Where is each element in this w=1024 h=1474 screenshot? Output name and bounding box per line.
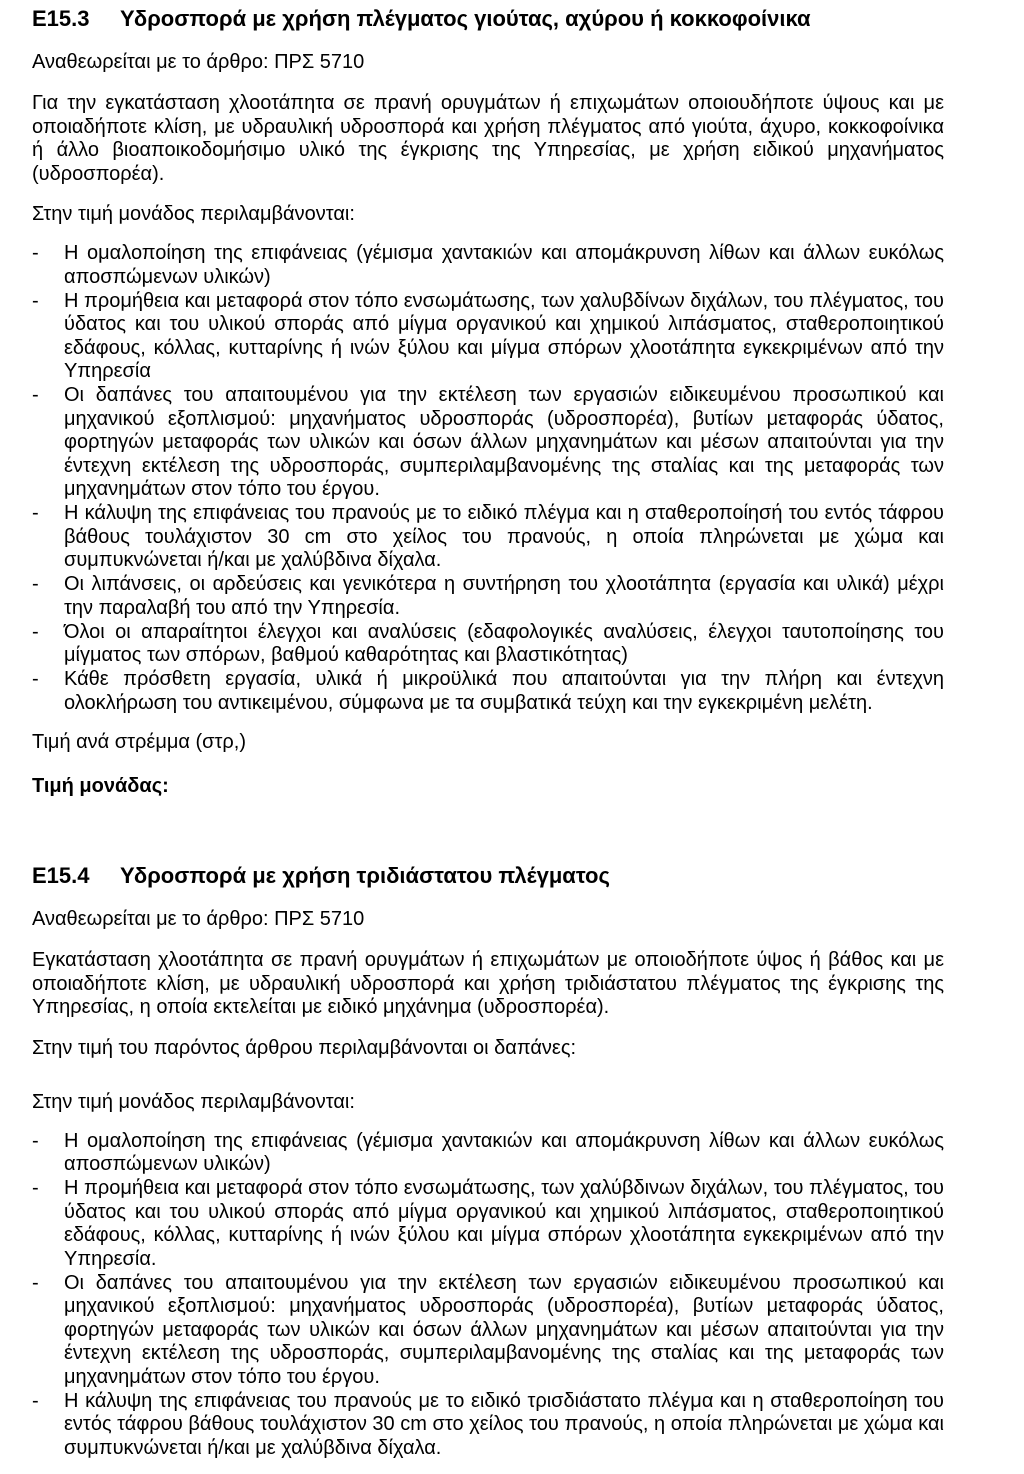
list-item-text: Η κάλυψη της επιφάνειας του πρανούς με το ειδικό πλέγμα και η σταθεροποίησή του εντός τάφρου βάθους τουλάχιστον 30 cm στο χείλος του πρανούς, η οποία πληρώνεται με χώμα και συμπυκνώνεται ή/και με χαλύβδινα δίχαλα. [64,502,944,571]
list-item [32,621,944,668]
included-items-list [32,242,944,715]
section-title: Υδροσπορά με χρήση πλέγματος γιούτας, αχύρου ή κοκκοφοίνικα [120,6,811,31]
list-marker: - [32,502,39,524]
list-item [32,1177,944,1271]
section-heading [32,4,944,34]
list-item-text: Όλοι οι απαραίτητοι έλεγχοι και αναλύσεις (εδαφολογικές αναλύσεις, έλεγχοι ταυτοποίησης του μίγματος των σπόρων, βαθμού καθαρότητας και βλαστικότητας) [64,620,944,666]
section-title: Υδροσπορά με χρήση τριδιάστατου πλέγματος [120,863,610,888]
unit-price-label: Τιμή μονάδας: [32,775,169,797]
includes-intro: Στην τιμή μονάδος περιλαμβάνονται: [32,1090,355,1113]
list-item [32,1390,944,1461]
list-item-text: Η ομαλοποίηση της επιφάνειας (γέμισμα χαντακιών και απομάκρυνση λίθων και άλλων ευκόλως αποσπώμενων υλικών) [64,1129,944,1175]
section-code: Ε15.3 [32,6,90,31]
list-item [32,242,944,289]
section-e15-3 [32,4,944,799]
section-description: Εγκατάσταση χλοοτάπητα σε πρανή ορυγμάτων ή επιχωμάτων με οποιοδήποτε ύψος ή βάθος και με οποιαδήποτε κλίση, με υδραυλική υδροσπορά και χρήση τριδιάστατου πλέγματος της έγκρισης της Υπηρεσίας, η οποία εκτελείται με ειδικό μηχάνημα (υδροσπορέα). [32,949,944,1018]
document-page [32,4,944,1474]
includes-intro: Στην τιμή μονάδος περιλαμβάνονται: [32,203,355,225]
list-item-text: Οι λιπάνσεις, οι αρδεύσεις και γενικότερα η συντήρηση του χλοοτάπητα (εργασία και υλικά) μέχρι την παραλαβή του από την Υπηρεσία. [64,573,944,619]
list-marker: - [32,242,39,264]
list-item-text: Η ομαλοποίηση της επιφάνειας (γέμισμα χαντακιών και απομάκρυνση λίθων και άλλων ευκόλως αποσπώμενων υλικών) [64,242,944,288]
list-marker: - [32,1271,39,1294]
list-marker: - [32,573,39,595]
list-item [32,573,944,620]
revision-reference: Αναθεωρείται με το άρθρο: ΠΡΣ 5710 [32,908,365,930]
costs-intro: Στην τιμή του παρόντος άρθρου περιλαμβάνονται οι δαπάνες: [32,1036,577,1059]
section-heading [32,861,944,891]
list-item-text: Οι δαπάνες του απαιτουμένου για την εκτέλεση των εργασιών ειδικευμένου προσωπικού και μηχανικού εξοπλισμού: μηχανήματος υδροσποράς (υδροσπορέα), βυτίων μεταφοράς ύδατος, φορτηγών μεταφοράς των υλικών και όσων άλλων μηχανημάτων και μέσων απαιτούνται για την έντεχνη εκτέλεση της υδροσποράς, συμπεριλαμβανομένης της σταλίας και της μεταφοράς των μηχανημάτων στον τόπο του έργου. [64,384,944,500]
list-marker: - [32,1389,39,1412]
list-item-text: Κάθε πρόσθετη εργασία, υλικά ή μικροϋλικά που απαιτούνται για την πλήρη και έντεχνη ολοκλήρωση του αντικειμένου, σύμφωνα με τα συμβατικά τεύχη και την εγκεκριμένη μελέτη. [64,668,944,714]
included-items-list [32,1130,944,1461]
list-item [32,668,944,715]
section-e15-4 [32,861,944,1460]
list-item-text: Η προμήθεια και μεταφορά στον τόπο ενσωμάτωσης, των χαλυβδίνων διχάλων, του πλέγματος, του ύδατος και του υλικού σποράς από μίγμα οργανικού και χημικού λιπάσματος, σταθεροποιητικού εδάφους, κόλλας, κυτταρίνης ή ινών ξύλου και μίγμα σπόρων χλοοτάπητα εγκεκριμένων από την Υπηρεσία [64,289,944,382]
list-item [32,1272,944,1390]
section-code: Ε15.4 [32,863,90,888]
list-item-text: Η προμήθεια και μεταφορά στον τόπο ενσωμάτωσης, των χαλύβδινων διχάλων, του πλέγματος, του ύδατος και του υλικού σποράς από μίγμα οργανικού και χημικού λιπάσματος, σταθεροποιητικού εδάφους, κόλλας, κυτταρίνης ή ινών ξύλου και μίγμα σπόρων χλοοτάπητα εγκεκριμένων από την Υπηρεσία. [64,1177,944,1270]
list-marker: - [32,620,39,643]
list-marker: - [32,668,39,690]
revision-reference: Αναθεωρείται με το άρθρο: ΠΡΣ 5710 [32,51,365,73]
list-item [32,290,944,384]
price-per-unit: Τιμή ανά στρέμμα (στρ,) [32,731,247,753]
list-marker: - [32,289,39,312]
list-item [32,1130,944,1177]
list-marker: - [32,1129,39,1152]
list-item-text: Οι δαπάνες του απαιτουμένου για την εκτέλεση των εργασιών ειδικευμένου προσωπικού και μηχανικού εξοπλισμού: μηχανήματος υδροσποράς (υδροσπορέα), βυτίων μεταφοράς ύδατος, φορτηγών μεταφοράς των υλικών και όσων άλλων μηχανημάτων και μέσων απαιτούνται για την έντεχνη εκτέλεση της υδροσποράς, συμπεριλαμβανομένης της σταλίας και της μεταφοράς των μηχανημάτων στον τόπο του έργου. [64,1271,944,1388]
section-description: Για την εγκατάσταση χλοοτάπητα σε πρανή ορυγμάτων ή επιχωμάτων οποιουδήποτε ύψους και με οποιαδήποτε κλίση, με υδραυλική υδροσπορά και χρήση πλέγματος από γιούτα, άχυρο, κοκκοφοίνικα ή άλλο βιοαποικοδομήσιμο υλικό της έγκρισης της Υπηρεσίας, με χρήση ειδικού μηχανήματος (υδροσπορέα). [32,92,944,185]
list-item-text: Η κάλυψη της επιφάνειας του πρανούς με το ειδικό τρισδιάστατο πλέγμα και η σταθεροποίηση του εντός τάφρου βάθους τουλάχιστον 30 cm στο χείλος του πρανούς, η οποία πληρώνεται με χώμα και συμπυκνώνεται ή/και με χαλύβδινα δίχαλα. [64,1389,944,1459]
list-item [32,502,944,573]
list-item [32,384,944,502]
list-marker: - [32,384,39,406]
list-marker: - [32,1177,39,1199]
